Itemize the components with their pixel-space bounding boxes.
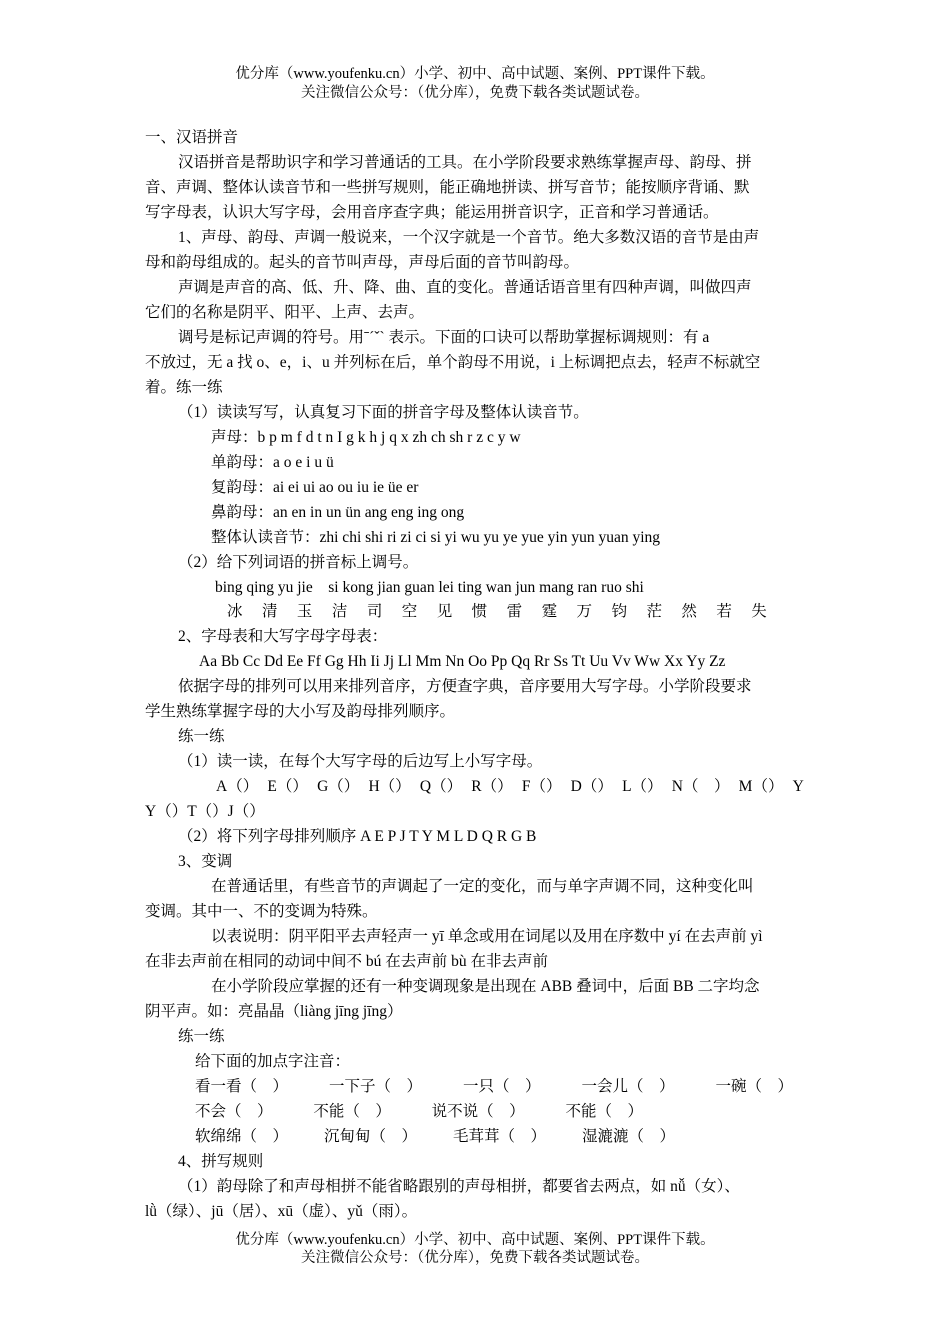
- compound-finals-list: 复韵母：ai ei ui ao ou iu ie üe er: [211, 479, 419, 496]
- hanzi-char: 雷: [506, 603, 523, 620]
- hanzi-char: 若: [716, 603, 732, 620]
- word-blank: 软绵绵（ ）: [195, 1128, 289, 1145]
- exercise-5-row-2: [195, 1102, 643, 1122]
- tones-line-1: 声调是声音的高、低、升、降、曲、直的变化。普通话语音里有四种声调，叫做四声: [178, 279, 752, 296]
- tone-marks-line-3: 着。练一练: [145, 379, 223, 396]
- hanzi-char: 玉: [296, 603, 313, 620]
- letter-blank: M（）: [738, 778, 784, 795]
- word-blank: 一只（ ）: [462, 1078, 541, 1095]
- part4-title: 4、拼写规则: [178, 1153, 264, 1170]
- hanzi-char: 司: [366, 603, 383, 620]
- page-header-line-1: 优分库（www.youfenku.cn）小学、初中、高中试题、案例、PPT课件下载。: [235, 66, 715, 82]
- letter-blank: Y: [792, 778, 804, 795]
- exercise-3-row-1: [216, 777, 804, 797]
- hanzi-char: 洁: [331, 603, 348, 620]
- part3-text-line-2: 变调。其中一、不的变调为特殊。: [145, 903, 378, 920]
- hanzi-char: 惯: [471, 603, 488, 620]
- hanzi-char: 茫: [646, 603, 662, 620]
- exercise-5-row-3: [195, 1127, 675, 1147]
- letter-blank: R（）: [471, 778, 513, 795]
- part3-abb-line-2: 阴平声。如：亮晶晶（liàng jīng jīng）: [145, 1003, 403, 1020]
- part1-line-2: 母和韵母组成的。起头的音节叫声母，声母后面的音节叫韵母。: [145, 254, 580, 271]
- page-footer-line-2: 关注微信公众号：（优分库），免费下载各类试题试卷。: [301, 1250, 649, 1266]
- exercise-1-title: （1）读读写写，认真复习下面的拼音字母及整体认读音节。: [178, 404, 589, 421]
- alphabet-line: Aa Bb Cc Dd Ee Ff Gg Hh Ii Jj Ll Mm Nn Oo Pp Qq Rr Ss Tt Uu Vv Ww Xx Yy Zz: [199, 653, 726, 670]
- letter-blank: H（）: [368, 778, 411, 795]
- exercise-4: （2）将下列字母排列顺序 A E P J T Y M L D Q R G B: [178, 828, 537, 845]
- word-blank: 一下子（ ）: [328, 1078, 422, 1095]
- letter-blank: D（）: [570, 778, 613, 795]
- intro-line-3: 写字母表，认识大写字母，会用音序查字典；能运用拼音识字，正音和学习普通话。: [145, 204, 719, 221]
- word-blank: 沉甸甸（ ）: [323, 1128, 417, 1145]
- word-blank: 不能（ ）: [565, 1103, 643, 1120]
- exercise-2-characters: [227, 602, 767, 622]
- exercise-5-row-1: [195, 1077, 793, 1097]
- exercise-2-title: （2）给下列词语的拼音标上调号。: [178, 554, 419, 571]
- hanzi-char: 霆: [541, 603, 558, 620]
- part2-text-line-1: 依据字母的排列可以用来排列音序，方便查字典，音序要用大写字母。小学阶段要求: [178, 678, 752, 695]
- exercise-3-title: （1）读一读，在每个大写字母的后边写上小写字母。: [178, 753, 543, 770]
- word-blank: 不会（ ）: [195, 1103, 273, 1120]
- exercise-5-title: 给下面的加点字注音：: [195, 1053, 351, 1070]
- exercise-3-row-2: Y（）T（）J（）: [145, 803, 265, 820]
- letter-blank: A（）: [216, 778, 259, 795]
- letter-blank: N（ ）: [671, 778, 730, 795]
- intro-line-1: 汉语拼音是帮助识字和学习普通话的工具。在小学阶段要求熟练掌握声母、韵母、拼: [178, 154, 752, 171]
- hanzi-char: 失: [751, 603, 767, 620]
- tones-line-2: 它们的名称是阴平、阳平、上声、去声。: [145, 304, 425, 321]
- letter-blank: E（）: [267, 778, 308, 795]
- part3-table-line-2: 在非去声前在相同的动词中间不 bú 在去声前 bù 在非去声前: [145, 953, 549, 970]
- part4-text-line-2: lǜ（绿）、jū（居）、xū（虚）、yǔ（雨）。: [145, 1203, 418, 1220]
- part2-title: 2、字母表和大写字母字母表：: [178, 628, 388, 645]
- page-header-line-2: 关注微信公众号：（优分库），免费下载各类试题试卷。: [301, 85, 649, 101]
- word-blank: 不能（ ）: [313, 1103, 391, 1120]
- hanzi-char: 万: [576, 603, 593, 620]
- word-blank: 一碗（ ）: [715, 1078, 793, 1095]
- whole-syllables-list: 整体认读音节：zhi chi shi ri zi ci si yi wu yu ye yue yin yun yuan ying: [211, 529, 661, 546]
- letter-blank: L（）: [622, 778, 663, 795]
- part3-title: 3、变调: [178, 853, 233, 870]
- word-blank: 毛茸茸（ ）: [452, 1128, 546, 1145]
- exercise-2-pinyin: bing qing yu jie si kong jian guan lei ting wan jun mang ran ruo shi: [215, 579, 644, 596]
- hanzi-char: 然: [681, 603, 697, 620]
- word-blank: 说不说（ ）: [431, 1103, 525, 1120]
- tone-marks-line-1: 调号是标记声调的符号。用ˉˊˇˋ 表示。下面的口诀可以帮助掌握标调规则：有 a: [178, 329, 710, 346]
- word-blank: 看一看（ ）: [195, 1078, 289, 1095]
- word-blank: 一会儿（ ）: [581, 1078, 675, 1095]
- letter-blank: Q（）: [419, 778, 463, 795]
- section-title: 一、汉语拼音: [145, 129, 239, 146]
- part3-abb-line-1: 在小学阶段应掌握的还有一种变调现象是出现在 ABB 叠词中，后面 BB 二字均念: [211, 978, 760, 995]
- part3-text-line-1: 在普通话里，有些音节的声调起了一定的变化，而与单字声调不同，这种变化叫: [211, 878, 754, 895]
- hanzi-char: 钧: [611, 603, 627, 620]
- practice-label: 练一练: [178, 728, 225, 745]
- part1-line-1: 1、声母、韵母、声调一般说来，一个汉字就是一个音节。绝大多数汉语的音节是由声: [178, 229, 760, 246]
- single-finals-list: 单韵母：a o e i u ü: [211, 454, 334, 471]
- page-footer-line-1: 优分库（www.youfenku.cn）小学、初中、高中试题、案例、PPT课件下载。: [235, 1232, 715, 1248]
- tone-marks-line-2: 不放过，无 a 找 o、e，i、u 并列标在后，单个韵母不用说，i 上标调把点去，轻声不标就空: [145, 354, 761, 371]
- hanzi-char: 冰: [227, 603, 243, 620]
- intro-line-2: 音、声调、整体认读音节和一些拼写规则，能正确地拼读、拼写音节；能按顺序背诵、默: [145, 179, 750, 196]
- part3-table-line-1: 以表说明：阴平阳平去声轻声一 yī 单念或用在词尾以及用在序数中 yí 在去声前 yì: [211, 928, 763, 945]
- initials-list: 声母：b p m f d t n I g k h j q x zh ch sh r z c y w: [211, 429, 521, 446]
- part4-text-line-1: （1）韵母除了和声母相拼不能省略跟别的声母相拼，都要省去两点，如 nǚ（女）、: [178, 1178, 740, 1195]
- hanzi-char: 清: [261, 603, 278, 620]
- letter-blank: F（）: [521, 778, 562, 795]
- practice-label-2: 练一练: [178, 1028, 225, 1045]
- hanzi-char: 空: [401, 603, 418, 620]
- letter-blank: G（）: [317, 778, 360, 795]
- word-blank: 湿漉漉（ ）: [581, 1128, 675, 1145]
- hanzi-char: 见: [436, 603, 453, 620]
- nasal-finals-list: 鼻韵母：an en in un ün ang eng ing ong: [211, 504, 465, 521]
- part2-text-line-2: 学生熟练掌握字母的大小写及韵母排列顺序。: [145, 703, 456, 720]
